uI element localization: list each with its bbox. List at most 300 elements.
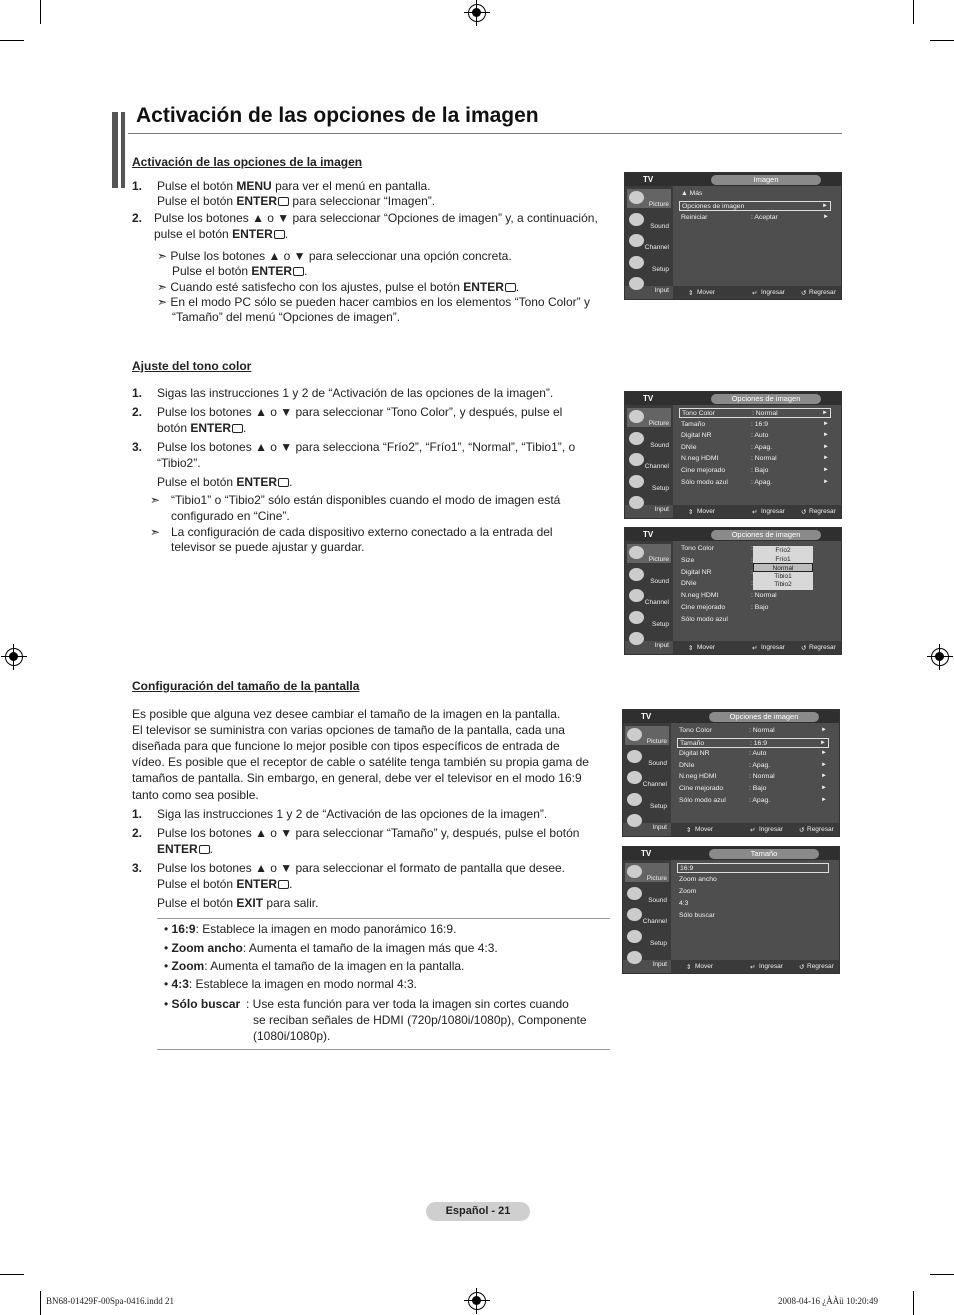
osd-dropdown-option: Tibio1 bbox=[774, 572, 792, 580]
setup-icon bbox=[629, 256, 644, 269]
osd-row-value: : bbox=[751, 545, 753, 552]
note-text: ➣ En el modo PC sólo se pueden hacer cambios en los elementos “Tono Color” y bbox=[157, 295, 590, 309]
return-icon: ↺ bbox=[801, 290, 807, 297]
osd-menu-row bbox=[679, 443, 831, 453]
osd-bottom-bar bbox=[673, 505, 841, 518]
osd-sidebar-label: Input bbox=[652, 961, 667, 968]
osd-dropdown-option: Frío1 bbox=[775, 555, 791, 563]
osd-row-value: : Apag. bbox=[751, 478, 773, 486]
note-text: La configuración de cada dispositivo externo conectado a la entrada del bbox=[171, 525, 553, 539]
osd-hint-return: Regresar bbox=[807, 826, 834, 833]
osd-sidebar-label: Picture bbox=[646, 875, 667, 882]
osd-sidebar-label: Picture bbox=[648, 420, 669, 427]
step-text: Pulse los botones ▲ o ▼ para seleccionar “Tamaño” y, después, pulse el botón bbox=[157, 826, 580, 840]
option-name: 16:9 bbox=[171, 922, 196, 936]
osd-sidebar-label: Picture bbox=[646, 738, 667, 745]
osd-sidebar-item bbox=[627, 430, 671, 449]
note-text bbox=[172, 263, 307, 279]
osd-sidebar-item bbox=[625, 791, 669, 810]
osd-tv-label: TV bbox=[643, 394, 654, 403]
osd-row-value: : bbox=[751, 556, 753, 564]
osd-row-label: Cine mejorado bbox=[679, 785, 724, 792]
osd-sidebar-item bbox=[627, 544, 671, 563]
step-text bbox=[157, 474, 292, 490]
step-text: Pulse los botones ▲ o ▼ para seleccionar “Tono Color”, y después, pulse el bbox=[157, 405, 563, 419]
osd-row-arrow-icon: ► bbox=[820, 739, 826, 746]
input-icon bbox=[629, 277, 644, 290]
step-number: 1. bbox=[132, 386, 143, 400]
osd-sidebar-label: Sound bbox=[648, 759, 667, 767]
osd-bottom-bar bbox=[671, 960, 839, 973]
osd-row-arrow-icon: ► bbox=[823, 478, 829, 485]
channel-icon bbox=[627, 908, 642, 921]
move-icon: ⇕ bbox=[688, 290, 694, 297]
osd-sidebar-item bbox=[627, 254, 671, 273]
osd-row-value: : bbox=[751, 568, 753, 576]
option-desc: : Use esta función para ver toda la imagen sin cortes cuando bbox=[246, 997, 569, 1011]
osd-hint-return: Regresar bbox=[809, 644, 836, 651]
option-name: 4:3 bbox=[171, 977, 189, 991]
text: . bbox=[304, 264, 308, 278]
osd-sidebar-item bbox=[625, 885, 669, 904]
channel-icon bbox=[629, 234, 644, 247]
title-accent-gap bbox=[118, 112, 121, 188]
osd-sidebar-label: Picture bbox=[648, 201, 669, 208]
osd-row-value: : 16:9 bbox=[751, 420, 769, 428]
enter-icon bbox=[278, 880, 289, 889]
osd-menu-tab: Opciones de imagen bbox=[711, 394, 821, 404]
osd-row-label: N.neg HDMI bbox=[681, 455, 719, 463]
text: para salir. bbox=[263, 896, 319, 910]
osd-menu-row bbox=[677, 784, 829, 794]
osd-row-label: Zoom ancho bbox=[679, 876, 717, 883]
text: pulse el botón bbox=[154, 227, 233, 241]
osd-menu-tab: Imagen bbox=[711, 175, 821, 185]
osd-menu-row bbox=[679, 466, 831, 476]
osd-menu-row bbox=[677, 772, 829, 782]
enter-icon: ↵ bbox=[752, 509, 758, 516]
osd-hint-move: Mover bbox=[695, 826, 714, 833]
enter-icon: ↵ bbox=[750, 827, 756, 834]
enter-icon bbox=[232, 424, 243, 433]
note-text: ➣ Pulse los botones ▲ o ▼ para seleccionar una opción concreta. bbox=[157, 249, 512, 263]
option-name: Zoom bbox=[171, 959, 205, 973]
osd-row-arrow-icon: ► bbox=[822, 410, 828, 416]
step-number: 2. bbox=[132, 405, 143, 419]
text: Pulse el botón bbox=[157, 179, 237, 193]
note-text: configurado en “Cine”. bbox=[171, 509, 290, 523]
tv-menu-screen bbox=[622, 709, 840, 837]
text: . bbox=[243, 421, 247, 435]
osd-row-label: Digital NR bbox=[681, 568, 712, 576]
osd-sidebar-label: Setup bbox=[650, 939, 667, 947]
section-heading: Ajuste del tono color bbox=[132, 359, 252, 373]
osd-sidebar-label: Setup bbox=[650, 802, 667, 810]
osd-hint-return: Regresar bbox=[809, 508, 836, 515]
osd-sidebar-label: Setup bbox=[652, 484, 669, 492]
osd-dropdown-option: Normal bbox=[753, 563, 813, 572]
registration-mark-icon bbox=[5, 648, 23, 666]
osd-row-label: Sólo buscar bbox=[679, 912, 715, 919]
move-icon: ⇕ bbox=[688, 509, 694, 516]
osd-tv-label: TV bbox=[641, 712, 652, 721]
text: . bbox=[284, 227, 289, 241]
osd-menu-row bbox=[677, 749, 829, 759]
osd-sidebar-label: Sound bbox=[648, 896, 667, 904]
crop-mark bbox=[930, 1274, 954, 1275]
note-text: “Tibio1” o “Tibio2” sólo están disponibles cuando el modo de imagen está bbox=[171, 493, 561, 507]
osd-menu-row bbox=[677, 887, 829, 897]
osd-row-value: : bbox=[751, 580, 753, 588]
key-label: ENTER bbox=[190, 421, 232, 435]
text: . bbox=[289, 877, 293, 891]
note-arrow-icon: ➣ bbox=[150, 525, 161, 539]
osd-sidebar-label: Input bbox=[652, 824, 667, 831]
text: Pulse el botón bbox=[157, 877, 237, 891]
registration-mark-icon bbox=[468, 1292, 486, 1310]
step-number: 2. bbox=[132, 826, 143, 840]
osd-menu-row bbox=[679, 454, 831, 464]
channel-icon bbox=[627, 771, 642, 784]
step-text bbox=[157, 841, 213, 857]
setup-icon bbox=[627, 793, 642, 806]
osd-sidebar-item bbox=[627, 451, 671, 470]
input-icon bbox=[629, 632, 644, 645]
osd-sidebar-label: Channel bbox=[644, 244, 669, 251]
osd-sidebar-item bbox=[625, 726, 669, 745]
osd-row-label: Digital NR bbox=[681, 432, 712, 440]
osd-row-value: : Bajo bbox=[749, 785, 767, 792]
osd-sidebar-item bbox=[625, 748, 669, 767]
enter-icon: ↵ bbox=[752, 645, 758, 652]
osd-sidebar-label: Sound bbox=[650, 577, 669, 585]
osd-row-value: : 16:9 bbox=[750, 739, 768, 747]
osd-menu-row bbox=[679, 408, 831, 418]
crop-mark bbox=[913, 1291, 914, 1315]
osd-row-arrow-icon: ► bbox=[821, 773, 827, 780]
osd-bottom-bar bbox=[671, 823, 839, 836]
tv-menu-screen bbox=[624, 527, 842, 655]
crop-mark bbox=[40, 1291, 41, 1315]
osd-row-arrow-icon: ► bbox=[821, 750, 827, 757]
tv-menu-screen bbox=[624, 391, 842, 519]
key-label: ENTER bbox=[236, 194, 278, 208]
step-text: Pulse los botones ▲ o ▼ para seleccionar el formato de pantalla que desee. bbox=[157, 861, 565, 875]
text: Pulse el botón bbox=[172, 264, 252, 278]
setup-icon bbox=[627, 930, 642, 943]
page-title: Activación de las opciones de la imagen bbox=[136, 104, 539, 127]
option-desc: : Establece la imagen en modo panorámico 16:9. bbox=[195, 922, 457, 936]
sound-icon bbox=[629, 432, 644, 445]
osd-bottom-bar bbox=[673, 641, 841, 654]
move-icon: ⇕ bbox=[686, 964, 692, 971]
osd-sidebar-item bbox=[627, 189, 671, 208]
registration-mark-icon bbox=[468, 4, 486, 22]
osd-row-label: Tono Color bbox=[681, 545, 714, 552]
osd-sidebar bbox=[625, 541, 673, 649]
option-desc: : Aumenta el tamaño de la imagen en la pantalla. bbox=[204, 959, 465, 973]
osd-row-label: Digital NR bbox=[679, 750, 710, 758]
osd-sidebar-item bbox=[627, 275, 671, 294]
osd-row-arrow-icon: ► bbox=[823, 420, 829, 427]
step-text bbox=[157, 876, 292, 892]
osd-sidebar-label: Input bbox=[654, 506, 669, 513]
key-label: MENU bbox=[236, 179, 272, 193]
osd-hint-enter: Ingresar bbox=[761, 289, 785, 296]
osd-row-label: Cine mejorado bbox=[681, 604, 726, 611]
note-arrow-icon: ➣ bbox=[150, 493, 161, 507]
osd-row-label: DNIe bbox=[679, 761, 695, 769]
osd-sidebar bbox=[623, 860, 671, 968]
osd-sidebar bbox=[625, 186, 673, 294]
step-text bbox=[154, 226, 288, 242]
option-desc: : Aumenta el tamaño de la imagen más que 4:3. bbox=[242, 941, 498, 955]
enter-icon: ↵ bbox=[752, 290, 758, 297]
enter-icon bbox=[274, 230, 285, 239]
bullet-item: • 4:3: Establece la imagen en modo normal 4:3. bbox=[164, 977, 418, 991]
osd-row-arrow-icon: ► bbox=[821, 785, 827, 791]
osd-sidebar-item bbox=[627, 609, 671, 628]
osd-row-label: Cine mejorado bbox=[681, 467, 726, 474]
key-label: ENTER bbox=[251, 264, 293, 278]
step-number: 1. bbox=[132, 179, 143, 193]
osd-sidebar-label: Setup bbox=[652, 265, 669, 273]
osd-sidebar-item bbox=[627, 408, 671, 427]
note-text: “Tamaño” del menú “Opciones de imagen”. bbox=[172, 310, 401, 324]
osd-row-value: : Normal bbox=[751, 455, 777, 463]
osd-row-arrow-icon: ► bbox=[821, 727, 827, 733]
key-label: ENTER bbox=[236, 475, 278, 489]
osd-menu-row bbox=[677, 796, 829, 806]
osd-menu-row bbox=[679, 213, 831, 223]
osd-menu-row bbox=[677, 875, 829, 885]
text: . bbox=[515, 280, 520, 294]
title-rule bbox=[128, 133, 842, 134]
sound-icon bbox=[627, 887, 642, 900]
osd-row-label: Size bbox=[681, 556, 695, 564]
crop-mark bbox=[0, 40, 24, 41]
osd-menu-row bbox=[679, 478, 831, 488]
enter-icon: ↵ bbox=[750, 964, 756, 971]
osd-menu-row bbox=[677, 863, 829, 873]
osd-sidebar-label: Channel bbox=[642, 781, 667, 788]
text: para seleccionar “Imagen”. bbox=[289, 194, 436, 208]
return-icon: ↺ bbox=[801, 509, 807, 516]
text: ➣ Cuando esté satisfecho con los ajustes, pulse el botón bbox=[157, 280, 464, 294]
enter-icon bbox=[293, 267, 304, 276]
osd-dropdown-option: Tibio2 bbox=[774, 581, 792, 589]
picture-icon bbox=[629, 410, 644, 423]
osd-hint-enter: Ingresar bbox=[761, 508, 785, 515]
step-text: Sigas las instrucciones 1 y 2 de “Activación de las opciones de la imagen”. bbox=[157, 386, 554, 400]
key-label: ENTER bbox=[232, 227, 273, 241]
osd-hint-enter: Ingresar bbox=[759, 826, 783, 833]
channel-icon bbox=[629, 589, 644, 602]
osd-row-value: : Auto bbox=[751, 432, 769, 440]
step-text bbox=[157, 178, 431, 194]
osd-tv-label: TV bbox=[641, 849, 652, 858]
osd-sidebar-item bbox=[625, 769, 669, 788]
osd-menu-row bbox=[677, 738, 829, 748]
input-icon bbox=[629, 496, 644, 509]
osd-row-label: Reiniciar bbox=[681, 214, 708, 221]
bullet-item: • Sólo buscar bbox=[164, 997, 241, 1011]
text: . bbox=[209, 842, 214, 856]
footer-date: 2008-04-16 ¿ÀÀü 10:20:49 bbox=[778, 1296, 878, 1306]
osd-row-label: Tono Color bbox=[679, 727, 712, 734]
osd-hint-move: Mover bbox=[697, 508, 716, 515]
osd-row-arrow-icon: ► bbox=[821, 761, 827, 768]
osd-sidebar-item bbox=[627, 473, 671, 492]
osd-row-label: DNIe bbox=[681, 580, 697, 588]
osd-row-value: : Bajo bbox=[751, 604, 769, 611]
return-icon: ↺ bbox=[799, 964, 805, 971]
bullet-item: • Zoom ancho: Aumenta el tamaño de la imagen más que 4:3. bbox=[164, 941, 498, 955]
osd-row-arrow-icon: ► bbox=[823, 432, 829, 439]
page-number-badge: Español - 21 bbox=[426, 1202, 530, 1221]
osd-dropdown-option: Frío2 bbox=[775, 547, 791, 554]
sound-icon bbox=[627, 750, 642, 763]
osd-hint-enter: Ingresar bbox=[759, 963, 783, 970]
enter-icon bbox=[278, 478, 289, 487]
key-label: ENTER bbox=[236, 877, 278, 891]
osd-row-arrow-icon: ► bbox=[821, 796, 827, 803]
osd-menu-row bbox=[679, 431, 831, 441]
osd-row-value: : Bajo bbox=[751, 467, 769, 474]
osd-sidebar-item bbox=[625, 812, 669, 831]
text: . bbox=[289, 475, 293, 489]
osd-row-value: : Normal bbox=[749, 727, 775, 734]
osd-sidebar-label: Setup bbox=[652, 620, 669, 628]
osd-sidebar-item bbox=[625, 906, 669, 925]
osd-sidebar-label: Channel bbox=[644, 463, 669, 470]
osd-sidebar-item bbox=[627, 232, 671, 251]
osd-row-arrow-icon: ► bbox=[823, 455, 829, 462]
paragraph-line: Es posible que alguna vez desee cambiar el tamaño de la imagen en la pantalla. bbox=[132, 707, 561, 721]
osd-sidebar-label: Input bbox=[654, 642, 669, 649]
osd-row-label: N.neg HDMI bbox=[679, 773, 717, 781]
osd-hint-enter: Ingresar bbox=[761, 644, 785, 651]
return-icon: ↺ bbox=[801, 645, 807, 652]
step-text bbox=[157, 895, 318, 911]
note-text bbox=[157, 279, 519, 295]
enter-icon bbox=[199, 845, 210, 854]
osd-menu-row bbox=[679, 603, 831, 613]
text: botón bbox=[157, 421, 191, 435]
registration-mark-icon bbox=[931, 648, 949, 666]
osd-sidebar-item bbox=[625, 928, 669, 947]
osd-row-arrow-icon: ► bbox=[823, 214, 829, 220]
step-number: 3. bbox=[132, 440, 143, 454]
osd-row-value: : Auto bbox=[749, 750, 767, 758]
option-desc: : Establece la imagen en modo normal 4:3. bbox=[188, 977, 418, 991]
osd-menu-tab: Opciones de imagen bbox=[711, 530, 821, 540]
osd-sidebar-label: Channel bbox=[644, 599, 669, 606]
osd-sidebar-item bbox=[627, 494, 671, 513]
osd-row-label: Tamaño bbox=[680, 739, 705, 747]
osd-menu-row bbox=[677, 761, 829, 771]
osd-menu-row bbox=[679, 420, 831, 430]
osd-sidebar-label: Sound bbox=[650, 441, 669, 449]
osd-row-label: Zoom bbox=[679, 888, 697, 895]
osd-row-arrow-icon: ► bbox=[822, 203, 828, 209]
osd-menu-tab: Opciones de imagen bbox=[709, 712, 819, 722]
option-name: Sólo buscar bbox=[171, 997, 241, 1011]
step-number: 1. bbox=[132, 807, 143, 821]
osd-row-label: Opciones de imagen bbox=[682, 203, 745, 210]
key-label: ENTER bbox=[463, 280, 504, 294]
tv-menu-screen bbox=[624, 172, 842, 300]
osd-menu-row bbox=[677, 911, 829, 921]
picture-icon bbox=[627, 728, 642, 741]
enter-icon bbox=[505, 283, 516, 292]
setup-icon bbox=[629, 611, 644, 624]
crop-mark bbox=[40, 0, 41, 24]
crop-mark bbox=[930, 40, 954, 41]
osd-row-label: ▲ Más bbox=[681, 190, 703, 197]
step-text: Pulse los botones ▲ o ▼ para selecciona “Frío2”, “Frío1”, “Normal”, “Tibio1”, o bbox=[157, 440, 576, 454]
step-number: 3. bbox=[132, 861, 143, 875]
osd-row-label: N.neg HDMI bbox=[681, 592, 719, 600]
osd-sidebar-item bbox=[627, 211, 671, 230]
osd-sidebar bbox=[625, 405, 673, 513]
move-icon: ⇕ bbox=[686, 827, 692, 834]
osd-sidebar-item bbox=[625, 863, 669, 882]
footer-file: BN68-01429F-00Spa-0416.indd 21 bbox=[46, 1296, 174, 1306]
osd-row-label: Tono Color bbox=[682, 410, 715, 417]
osd-row-value: : Apag. bbox=[751, 443, 773, 451]
section-heading: Activación de las opciones de la imagen bbox=[132, 155, 363, 169]
bullet-item: • Zoom: Aumenta el tamaño de la imagen en la pantalla. bbox=[164, 959, 465, 973]
option-name: Zoom ancho bbox=[171, 941, 243, 955]
bullet-item: • 16:9: Establece la imagen en modo panorámico 16:9. bbox=[164, 922, 457, 936]
osd-row-label: 16:9 bbox=[680, 865, 694, 872]
text: Pulse el botón bbox=[157, 896, 237, 910]
return-icon: ↺ bbox=[799, 827, 805, 834]
osd-hint-move: Mover bbox=[695, 963, 714, 970]
picture-icon bbox=[629, 191, 644, 204]
osd-row-label: Sólo modo azul bbox=[681, 615, 728, 623]
sound-icon bbox=[629, 213, 644, 226]
osd-hint-return: Regresar bbox=[809, 289, 836, 296]
text: para ver el menú en pantalla. bbox=[271, 179, 431, 193]
size-options-box bbox=[157, 918, 610, 1050]
osd-row-arrow-icon: ► bbox=[823, 467, 829, 473]
osd-sidebar-item bbox=[627, 630, 671, 649]
osd-sidebar-label: Picture bbox=[648, 556, 669, 563]
key-label: ENTER bbox=[157, 842, 198, 856]
osd-sidebar-label: Channel bbox=[642, 918, 667, 925]
osd-row-value: : Normal bbox=[752, 410, 778, 417]
osd-menu-row bbox=[679, 201, 831, 211]
step-text: “Tibio2”. bbox=[157, 456, 201, 470]
osd-row-label: Tamaño bbox=[681, 420, 706, 428]
osd-row-label: DNIe bbox=[681, 443, 697, 451]
osd-hint-move: Mover bbox=[697, 289, 716, 296]
step-text bbox=[157, 420, 246, 436]
osd-sidebar-label: Sound bbox=[650, 222, 669, 230]
picture-icon bbox=[629, 546, 644, 559]
osd-row-label: Sólo modo azul bbox=[681, 478, 728, 486]
paragraph-line: tamaños de pantalla. Sin embargo, en general, debe ver el televisor en el modo 16:9 bbox=[132, 771, 582, 785]
setup-icon bbox=[629, 475, 644, 488]
osd-row-value: : Aceptar bbox=[751, 214, 778, 221]
text: Pulse el botón bbox=[157, 194, 237, 208]
osd-row-value: : Apag. bbox=[749, 761, 771, 769]
note-text: televisor se puede ajustar y guardar. bbox=[171, 540, 365, 554]
text: Pulse el botón bbox=[157, 475, 237, 489]
osd-menu-row bbox=[679, 189, 831, 199]
